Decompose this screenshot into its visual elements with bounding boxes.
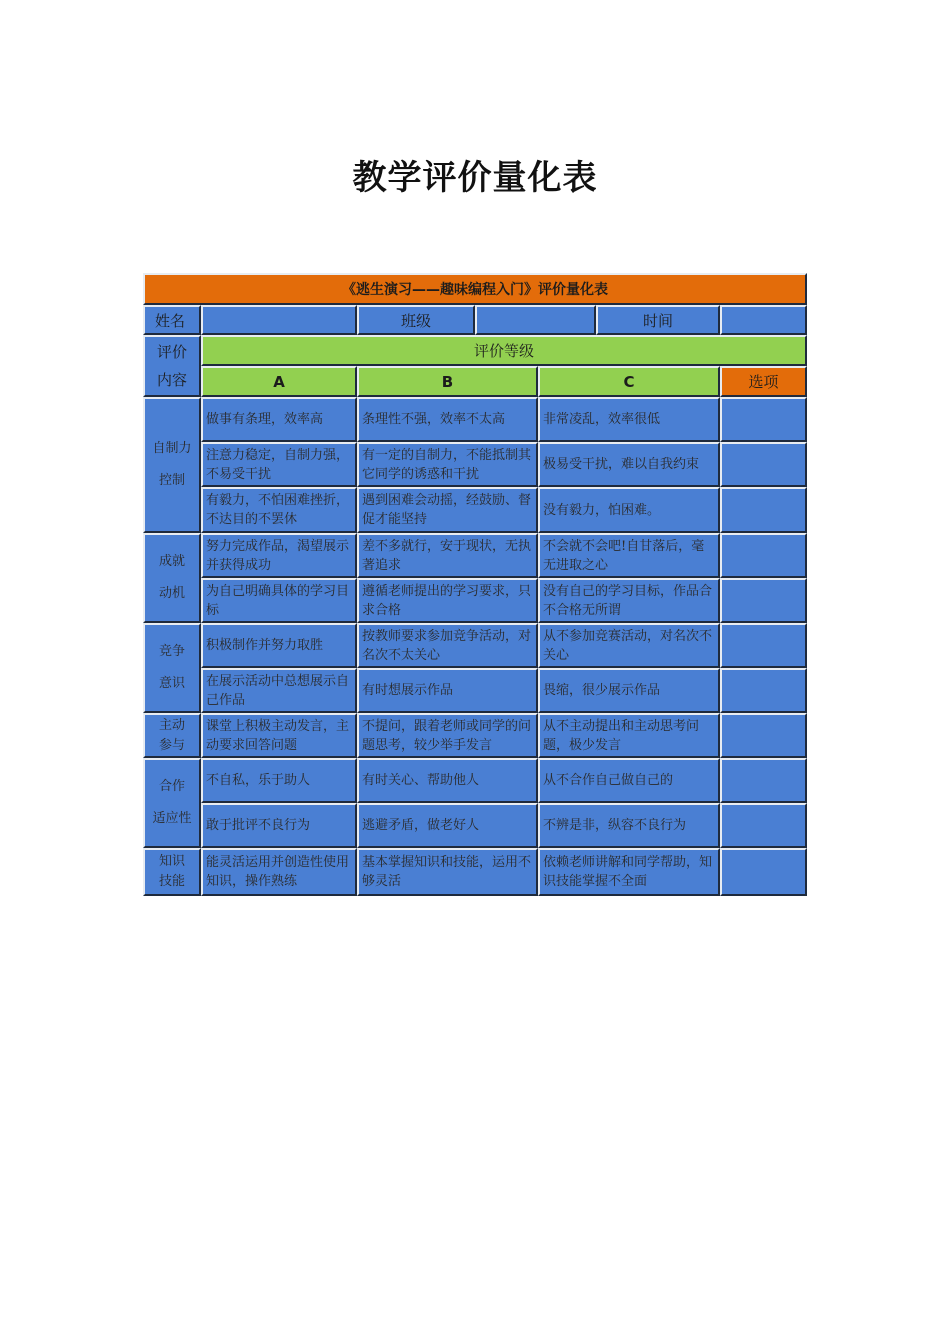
grade-b-cell: 遇到困难会动摇，经鼓励、督促才能坚持 (357, 487, 538, 533)
content-label-line: 评价 (156, 343, 187, 361)
category-line: 技能 (158, 874, 185, 889)
page-title: 教学评价量化表 (352, 158, 598, 198)
time-label: 时间 (596, 305, 720, 335)
grade-b-cell: 不提问，跟着老师或同学的问题思考，较少举手发言 (357, 713, 538, 758)
grade-c-cell: 没有毅力，怕困难。 (538, 487, 720, 533)
time-field[interactable] (720, 305, 807, 335)
grade-b-cell: 有时关心、帮助他人 (357, 758, 538, 803)
grade-c-cell: 非常凌乱，效率很低 (538, 397, 720, 442)
option-cell[interactable] (720, 397, 807, 442)
table-caption: 《逃生演习——趣味编程入门》评价量化表 (143, 273, 807, 305)
name-field[interactable] (201, 305, 357, 335)
grade-b-cell: 有一定的自制力，不能抵制其它同学的诱惑和干扰 (357, 442, 538, 487)
grade-c-cell: 从不参加竞赛活动，对名次不关心 (538, 623, 720, 668)
grade-a-cell: 敢于批评不良行为 (201, 803, 357, 848)
category-line: 主动 (158, 717, 185, 733)
grade-a-cell: 在展示活动中总想展示自己作品 (201, 668, 357, 713)
grade-b-cell: 逃避矛盾，做老好人 (357, 803, 538, 848)
option-cell[interactable] (720, 442, 807, 487)
grade-b-cell: 有时想展示作品 (357, 668, 538, 713)
grade-c-cell: 不会就不会吧!自甘落后，毫无进取之心 (538, 533, 720, 578)
option-cell[interactable] (720, 758, 807, 803)
class-label: 班级 (357, 305, 475, 335)
grade-c-cell: 从不合作自己做自己的 (538, 758, 720, 803)
category-cell (143, 848, 201, 896)
grade-c-cell: 畏缩，很少展示作品 (538, 668, 720, 713)
option-cell[interactable] (720, 487, 807, 533)
column-option-header: 选项 (720, 366, 807, 397)
grade-a-cell: 注意力稳定，自制力强，不易受干扰 (201, 442, 357, 487)
content-label-line: 内容 (156, 371, 187, 389)
grade-a-cell: 课堂上积极主动发言，主动要求回答问题 (201, 713, 357, 758)
grade-c-cell: 没有自己的学习目标，作品合不合格无所谓 (538, 578, 720, 623)
grade-a-cell: 为自己明确具体的学习目标 (201, 578, 357, 623)
grade-b-cell: 差不多就行，安于现状，无执著追求 (357, 533, 538, 578)
grade-a-cell: 积极制作并努力取胜 (201, 623, 357, 668)
column-c-header: C (538, 366, 720, 397)
category-cell (143, 533, 201, 623)
grade-a-cell: 有毅力，不怕困难挫折，不达目的不罢休 (201, 487, 357, 533)
grade-label: 评价等级 (201, 335, 807, 366)
category-line: 意识 (158, 676, 185, 691)
grade-c-cell: 极易受干扰，难以自我约束 (538, 442, 720, 487)
category-cell (143, 623, 201, 713)
name-label: 姓名 (143, 305, 201, 335)
option-cell[interactable] (720, 578, 807, 623)
category-line: 知识 (158, 854, 185, 869)
grade-b-cell: 条理性不强，效率不太高 (357, 397, 538, 442)
category-cell (143, 758, 201, 848)
grade-b-cell: 按教师要求参加竞争活动，对名次不太关心 (357, 623, 538, 668)
content-label (143, 335, 201, 397)
grade-c-cell: 依赖老师讲解和同学帮助，知识技能掌握不全面 (538, 848, 720, 896)
column-a-header: A (201, 366, 357, 397)
grade-a-cell: 不自私，乐于助人 (201, 758, 357, 803)
grade-b-cell: 基本掌握知识和技能，运用不够灵活 (357, 848, 538, 896)
category-line: 竞争 (158, 644, 185, 659)
category-line: 控制 (158, 473, 185, 488)
option-cell[interactable] (720, 848, 807, 896)
option-cell[interactable] (720, 713, 807, 758)
option-cell[interactable] (720, 668, 807, 713)
category-line: 合作 (158, 779, 185, 794)
category-cell (143, 713, 201, 758)
category-line: 成就 (158, 554, 185, 569)
option-cell[interactable] (720, 803, 807, 848)
category-line: 自制力 (152, 441, 192, 456)
grade-a-cell: 努力完成作品，渴望展示并获得成功 (201, 533, 357, 578)
category-line: 动机 (158, 586, 185, 601)
grade-a-cell: 能灵活运用并创造性使用知识，操作熟练 (201, 848, 357, 896)
class-field[interactable] (475, 305, 596, 335)
category-line: 适应性 (152, 811, 192, 826)
evaluation-table (143, 273, 807, 896)
grade-c-cell: 从不主动提出和主动思考问题，极少发言 (538, 713, 720, 758)
category-cell (143, 397, 201, 533)
category-line: 参与 (158, 737, 185, 753)
option-cell[interactable] (720, 533, 807, 578)
option-cell[interactable] (720, 623, 807, 668)
column-b-header: B (357, 366, 538, 397)
grade-a-cell: 做事有条理，效率高 (201, 397, 357, 442)
grade-c-cell: 不辨是非，纵容不良行为 (538, 803, 720, 848)
grade-b-cell: 遵循老师提出的学习要求，只求合格 (357, 578, 538, 623)
